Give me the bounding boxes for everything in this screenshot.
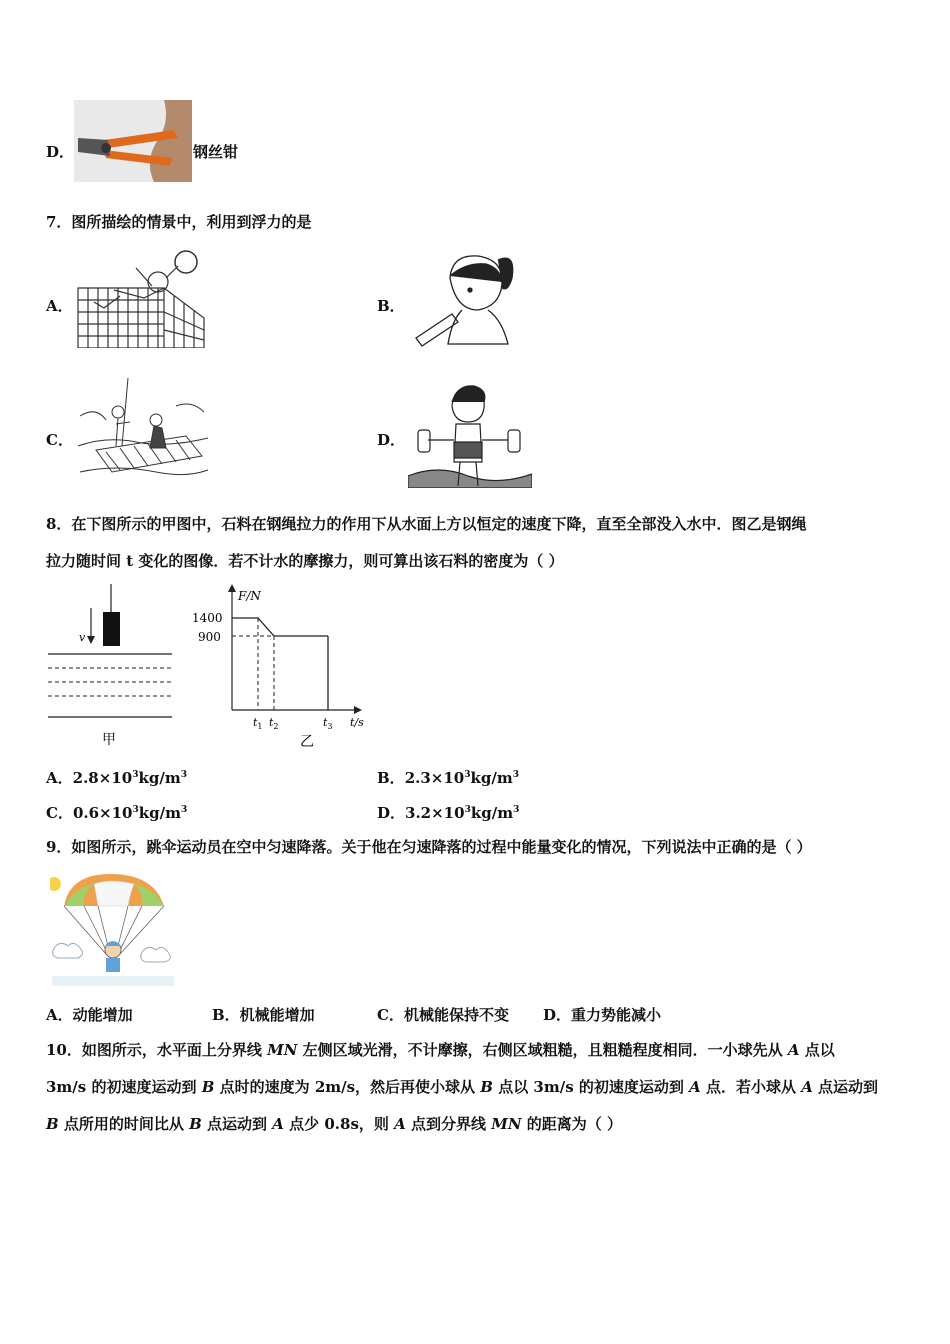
q10-l3-text-b: 点运动到 — [201, 1115, 273, 1133]
q8-option-d-mantissa: 3.2×10 — [405, 804, 465, 822]
parachutist-image — [50, 870, 176, 988]
q8-option-d-unit-exp: 3 — [513, 805, 520, 815]
q8-option-b-unit-exp: 3 — [512, 770, 519, 780]
q10-l1-text-c: 点以 — [799, 1041, 835, 1059]
boy-exerciser-image — [408, 384, 532, 488]
q10-stem-line3 — [46, 1113, 622, 1134]
q10-stem-line2 — [46, 1076, 878, 1097]
figure-jia-caption: 甲 — [102, 732, 116, 748]
q10-l2-point-b: B — [201, 1078, 215, 1096]
q9-option-a: A．动能增加 — [46, 1006, 133, 1024]
q10-l1-point-a: A — [787, 1041, 800, 1059]
q10-l3-point-a: A — [272, 1115, 284, 1133]
q10-l3-point-b: B — [46, 1115, 59, 1133]
velocity-label: v — [79, 631, 86, 644]
q8-option-b-letter: B． — [377, 769, 405, 787]
q10-l2-point-a: A — [689, 1078, 701, 1096]
figure-jia-stone-water — [44, 584, 176, 752]
girl-drinking-image — [412, 248, 518, 348]
q8-option-d — [377, 802, 519, 823]
y-tick-900: 900 — [198, 630, 221, 644]
y-axis-label: F/N — [238, 589, 261, 603]
q10-l2-text-a: 3m/s 的初速度运动到 — [46, 1078, 202, 1096]
q10-l2-text-b: 点时的速度为 2m/s，然后再使小球从 — [214, 1078, 481, 1096]
q10-l3-text-d: 点到分界线 — [405, 1115, 492, 1133]
x-axis-label: t/s — [350, 716, 364, 729]
x-tick-t3: $t_3$ — [323, 716, 333, 731]
q8-option-b-exp: 3 — [464, 770, 471, 780]
q9-option-c: C．机械能保持不变 — [377, 1006, 509, 1024]
q8-option-a-unit-exp: 3 — [180, 770, 187, 780]
q9-option-d: D．重力势能减小 — [543, 1006, 662, 1024]
q7-stem: 7．图所描绘的情景中，利用到浮力的是 — [46, 213, 312, 231]
q6-option-d-text: 钢丝钳 — [193, 143, 239, 161]
q8-option-c-letter: C． — [46, 804, 73, 822]
q10-l1-text-b: 左侧区域光滑，不计摩擦，右侧区域粗糙，且粗糙程度相同．一小球先从 — [297, 1041, 788, 1059]
q10-l2-point-a2: A — [801, 1078, 813, 1096]
q7-option-b-letter: B． — [377, 297, 405, 315]
q10-l3-point-b2: B — [189, 1115, 202, 1133]
q8-option-a-mantissa: 2.8×10 — [72, 769, 133, 787]
x-axis-arrow — [354, 706, 362, 714]
q8-stem-line2: 拉力随时间 t 变化的图像．若不计水的摩擦力，则可算出该石料的密度为（ ） — [46, 552, 564, 570]
q8-option-c-unit: kg/m — [138, 804, 181, 822]
x-tick-t2: $t_2$ — [269, 716, 279, 731]
figure-yi-caption: 乙 — [300, 734, 314, 750]
q8-option-d-exp: 3 — [464, 805, 471, 815]
q10-l2-text-c: 点以 3m/s 的初速度运动到 — [492, 1078, 690, 1096]
q8-option-d-unit: kg/m — [470, 804, 514, 822]
y-axis-arrow — [228, 584, 236, 592]
q8-option-b-mantissa: 2.3×10 — [404, 769, 465, 787]
q7-option-c-letter: C． — [46, 431, 73, 449]
q9-option-b: B．机械能增加 — [212, 1006, 315, 1024]
q10-l3-text-e: 的距离为（ ） — [521, 1115, 623, 1133]
q10-l1-text-a: 10．如图所示，水平面上分界线 — [46, 1041, 268, 1059]
q8-option-a-letter: A． — [46, 769, 73, 787]
goalkeeper-image — [74, 248, 206, 348]
q8-option-c-mantissa: 0.6×10 — [72, 804, 133, 822]
q8-option-b-unit: kg/m — [470, 769, 513, 787]
q8-option-a-unit: kg/m — [138, 769, 181, 787]
q10-l2-text-d: 点．若小球从 — [700, 1078, 802, 1096]
pliers-image — [74, 100, 192, 182]
force-curve — [232, 618, 328, 636]
figure-yi-force-time-chart — [186, 582, 372, 754]
q8-stem-line1: 8．在下图所示的甲图中，石料在钢绳拉力的作用下从水面上方以恒定的速度下降，直至全部没入水中．图乙是钢绳 — [46, 515, 807, 533]
stone-block — [103, 612, 120, 646]
q10-l2-text-e: 点运动到 — [812, 1078, 879, 1096]
q9-stem: 9．如图所示，跳伞运动员在空中匀速降落。关于他在匀速降落的过程中能量变化的情况，下列说法中正确的是（ ） — [46, 838, 812, 856]
raft-image — [76, 376, 210, 488]
q10-l3-point-a2: A — [394, 1115, 406, 1133]
q10-stem-line1 — [46, 1039, 835, 1060]
q7-option-a-letter: A． — [46, 297, 73, 315]
q8-option-d-letter: D． — [377, 804, 406, 822]
q10-l1-mn: MN — [267, 1041, 298, 1059]
q10-l3-text-c: 点少 0.8s，则 — [283, 1115, 395, 1133]
x-tick-t1: $t_1$ — [253, 716, 263, 731]
q8-option-a — [46, 767, 187, 788]
q8-option-c-exp: 3 — [132, 805, 139, 815]
q8-option-c-unit-exp: 3 — [181, 805, 188, 815]
q10-l3-text-a: 点所用的时间比从 — [58, 1115, 190, 1133]
q6-option-d-letter: D． — [46, 143, 75, 161]
q7-option-d-letter: D． — [377, 431, 406, 449]
q10-l3-mn: MN — [491, 1115, 522, 1133]
q10-l2-point-b2: B — [480, 1078, 493, 1096]
y-tick-1400: 1400 — [192, 611, 223, 625]
q8-option-a-exp: 3 — [132, 770, 139, 780]
q8-option-b — [377, 767, 519, 788]
q8-option-c — [46, 802, 187, 823]
